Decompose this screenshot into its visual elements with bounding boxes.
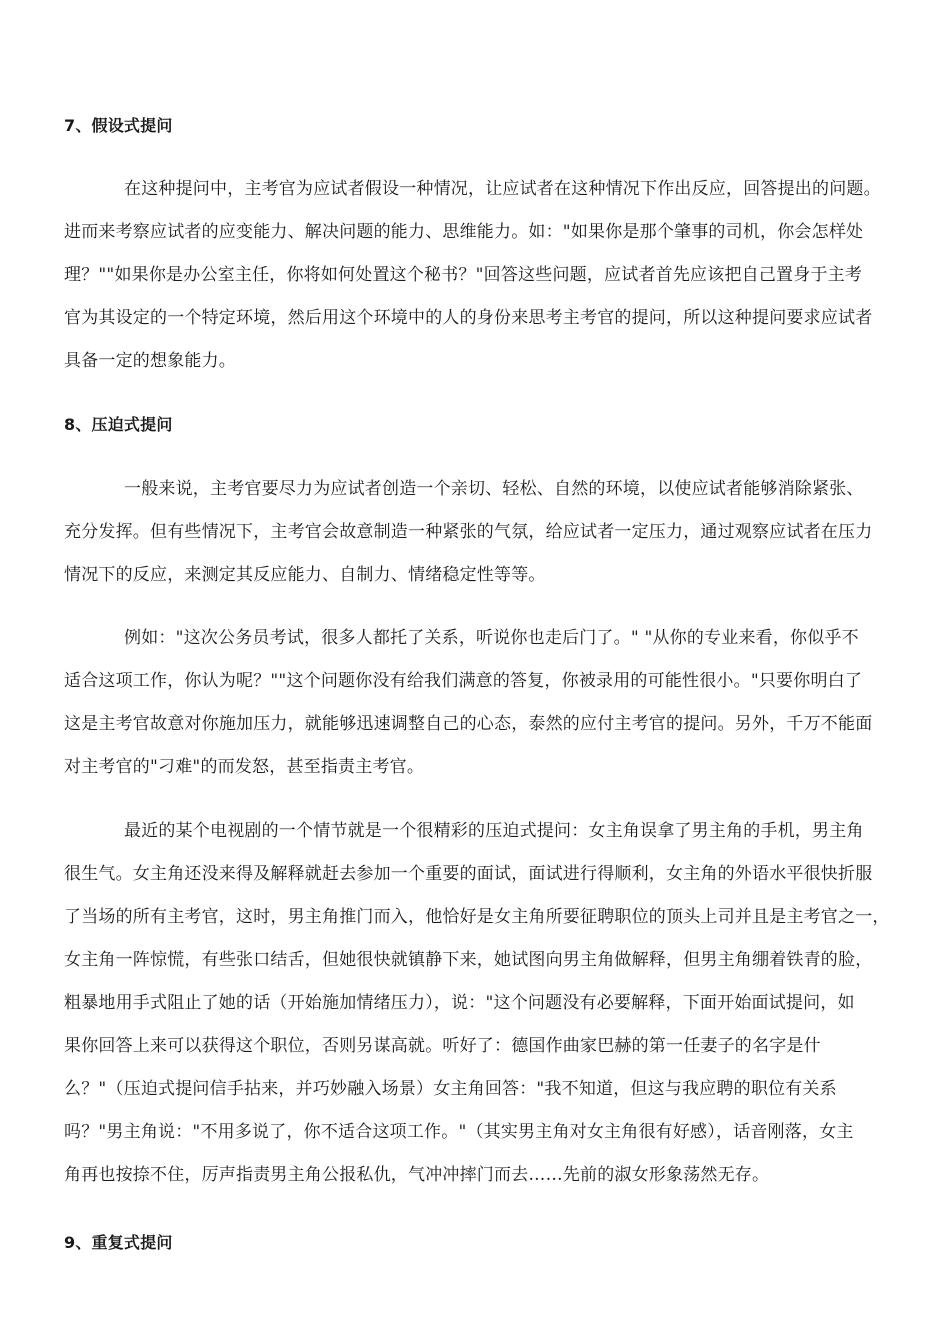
paragraph-line: 对主考官的"刁难"的而发怒，甚至指责主考官。 [64,757,425,777]
paragraph-line: 果你回答上来可以获得这个职位，否则另谋高就。听好了：德国作曲家巴赫的第一任妻子的名字是什 [64,1036,821,1056]
paragraph-line: 官为其设定的一个特定环境，然后用这个环境中的人的身份来思考主考官的提问，所以这种提问要求应试者 [64,308,873,328]
paragraph-line: 适合这项工作，你认为呢？""这个问题你没有给我们满意的答复，你被录用的可能性很小。"只要你明白了 [64,671,863,691]
paragraph-line: 么？"（压迫式提问信手拈来，并巧妙融入场景）女主角回答："我不知道，但这与我应聘的职位有关系 [64,1079,837,1099]
paragraph-line: 一般来说，主考官要尽力为应试者创造一个亲切、轻松、自然的环境，以使应试者能够消除紧张、 [124,479,864,499]
paragraph-line: 理？""如果你是办公室主任，你将如何处置这个秘书？"回答这些问题，应试者首先应该把自己置身于主考 [64,265,863,285]
paragraph-line: 例如："这次公务员考试，很多人都托了关系，听说你也走后门了。" "从你的专业来看，你似乎不 [124,628,859,648]
paragraph-line: 角再也按捺不住，厉声指责男主角公报私仇，气冲冲摔门而去……先前的淑女形象荡然无存。 [64,1165,770,1185]
paragraph-line: 在这种提问中，主考官为应试者假设一种情况，让应试者在这种情况下作出反应，回答提出的问题。 [124,179,881,199]
section-heading-8: 8、压迫式提问 [64,415,173,434]
paragraph-line: 了当场的所有主考官，这时，男主角推门而入，他恰好是女主角所要征聘职位的顶头上司并且是主考官之一， [64,907,890,927]
paragraph-line: 充分发挥。但有些情况下，主考官会故意制造一种紧张的气氛，给应试者一定压力，通过观察应试者在压力 [64,522,873,542]
paragraph-line: 具备一定的想象能力。 [64,351,236,371]
section-heading-9: 9、重复式提问 [64,1233,173,1252]
paragraph-line: 情况下的反应，来测定其反应能力、自制力、情绪稳定性等等。 [64,565,546,585]
paragraph-line: 进而来考察应试者的应变能力、解决问题的能力、思维能力。如："如果你是那个肇事的司机，你会怎样处 [64,222,864,242]
paragraph-line: 很生气。女主角还没来得及解释就赶去参加一个重要的面试，面试进行得顺利，女主角的外语水平很快折服 [64,864,873,884]
section-heading-7: 7、假设式提问 [64,116,173,135]
paragraph-line: 女主角一阵惊慌，有些张口结舌，但她很快就镇静下来，她试图向男主角做解释，但男主角绷着铁青的脸， [64,950,873,970]
paragraph-line: 粗暴地用手式阻止了她的话（开始施加情绪压力），说："这个问题没有必要解释，下面开始面试提问，如 [64,993,855,1013]
paragraph-line: 这是主考官故意对你施加压力，就能够迅速调整自己的心态，泰然的应付主考官的提问。另外，千万不能面 [64,714,873,734]
paragraph-line: 最近的某个电视剧的一个情节就是一个很精彩的压迫式提问：女主角误拿了男主角的手机，男主角 [124,821,864,841]
paragraph-line: 吗？"男主角说："不用多说了，你不适合这项工作。"（其实男主角对女主角很有好感），话音刚落，女主 [64,1122,854,1142]
